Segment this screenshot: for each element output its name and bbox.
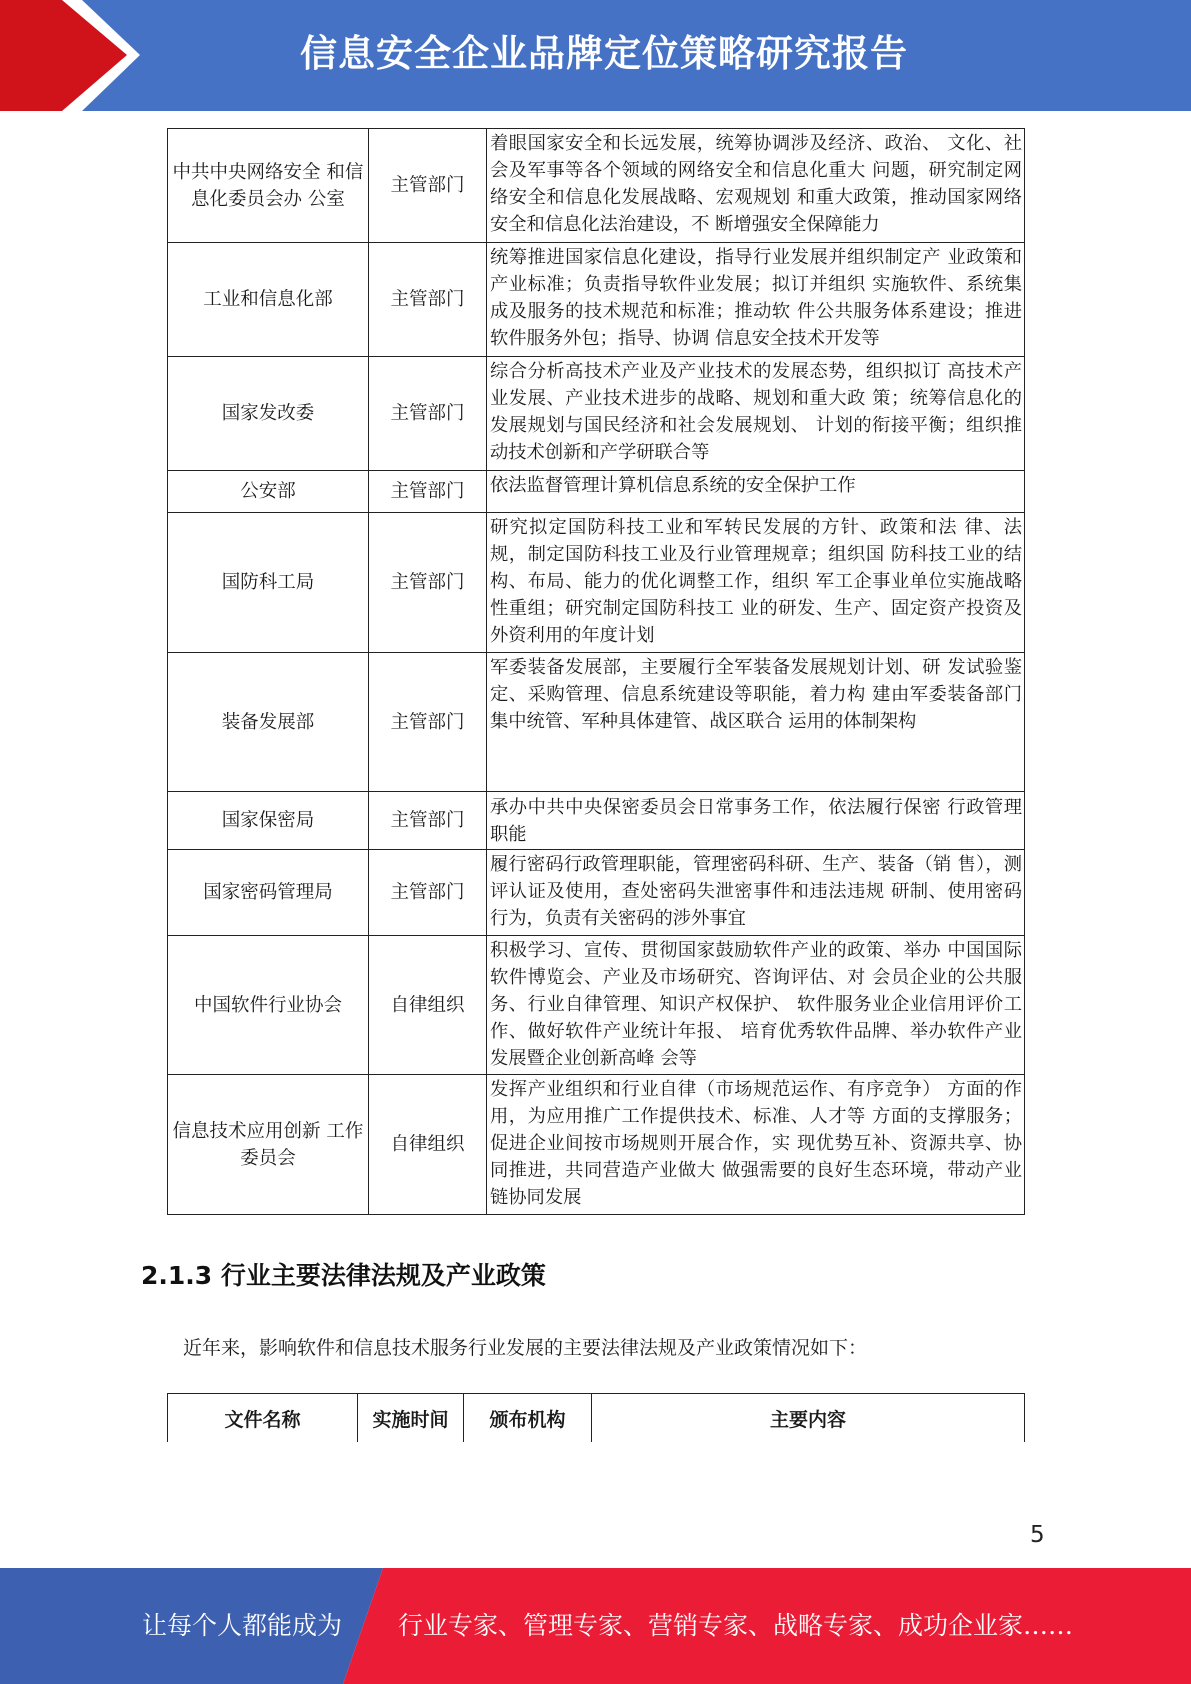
report-title: 信息安全企业品牌定位策略研究报告 [300, 32, 908, 75]
table-row [168, 129, 1025, 243]
red-chevron-graphic [0, 0, 160, 111]
org-duty: 发挥产业组织和行业自律（市场规范运作、有序竞争） 方面的作用，为应用推广工作提供技术、标准、人才等 方面的支撑服务；促进企业间按市场规则开展合作，实 现优势互补、资源共享、协同推进，共同营造产业做大 做强需要的良好生态环境，带动产业链协同发展 [487, 1075, 1025, 1215]
column-header-file-name: 文件名称 [168, 1394, 358, 1443]
org-type: 主管部门 [369, 357, 487, 471]
org-name: 中共中央网络安全 和信息化委员会办 公室 [168, 129, 369, 243]
org-duty: 军委装备发展部，主要履行全军装备发展规划计划、研 发试验鉴定、采购管理、信息系统建设等职能，着力构 建由军委装备部门集中统管、军种具体建管、战区联合 运用的体制架构 [487, 653, 1025, 792]
table-row [168, 936, 1025, 1075]
org-name: 工业和信息化部 [168, 243, 369, 357]
org-type: 主管部门 [369, 129, 487, 243]
column-header-effective-date: 实施时间 [358, 1394, 464, 1443]
org-duty: 依法监督管理计算机信息系统的安全保护工作 [487, 471, 1025, 513]
org-type: 主管部门 [369, 653, 487, 792]
org-name: 中国软件行业协会 [168, 936, 369, 1075]
footer-slogan-left: 让每个人都能成为 [142, 1611, 343, 1640]
table-row [168, 513, 1025, 653]
page-header [0, 0, 1191, 111]
org-type: 主管部门 [369, 471, 487, 513]
org-duty: 承办中共中央保密委员会日常事务工作，依法履行保密 行政管理职能 [487, 792, 1025, 850]
table-row [168, 653, 1025, 792]
table-row [168, 243, 1025, 357]
org-duty: 统筹推进国家信息化建设，指导行业发展并组织制定产 业政策和产业标准；负责指导软件业发展；拟订并组织 实施软件、系统集成及服务的技术规范和标准；推动软 件公共服务体系建设；推进软件服务外包；指导、协调 信息安全技术开发等 [487, 243, 1025, 357]
org-type: 主管部门 [369, 513, 487, 653]
table-row [168, 1075, 1025, 1215]
org-duty: 研究拟定国防科技工业和军转民发展的方针、政策和法 律、法规，制定国防科技工业及行业管理规章；组织国 防科技工业的结构、布局、能力的优化调整工作，组织 军工企事业单位实施战略性重组；研究制定国防科技工 业的研发、生产、固定资产投资及外资利用的年度计划 [487, 513, 1025, 653]
org-name: 国家发改委 [168, 357, 369, 471]
table-row [168, 471, 1025, 513]
org-name: 公安部 [168, 471, 369, 513]
laws-policies-table [167, 1393, 1025, 1442]
section-intro: 近年来，影响软件和信息技术服务行业发展的主要法律法规及产业政策情况如下： [183, 1337, 868, 1359]
table-row [168, 792, 1025, 850]
org-type: 自律组织 [369, 936, 487, 1075]
org-duty: 综合分析高技术产业及产业技术的发展态势，组织拟订 高技术产业发展、产业技术进步的战略、规划和重大政 策；统筹信息化的发展规划与国民经济和社会发展规划、 计划的衔接平衡；组织推动技术创新和产学研联合等 [487, 357, 1025, 471]
org-name: 信息技术应用创新 工作委员会 [168, 1075, 369, 1215]
org-name: 国防科工局 [168, 513, 369, 653]
org-type: 主管部门 [369, 243, 487, 357]
org-name: 国家保密局 [168, 792, 369, 850]
regulatory-bodies-table [167, 128, 1025, 1215]
table-row [168, 850, 1025, 936]
org-type: 主管部门 [369, 850, 487, 936]
column-header-main-content: 主要内容 [592, 1394, 1025, 1443]
footer-slogan-right: 行业专家、管理专家、营销专家、战略专家、成功企业家…… [398, 1611, 1074, 1640]
org-type: 主管部门 [369, 792, 487, 850]
table-row [168, 357, 1025, 471]
org-name: 国家密码管理局 [168, 850, 369, 936]
table-header-row [168, 1394, 1025, 1443]
org-type: 自律组织 [369, 1075, 487, 1215]
page-number: 5 [1030, 1522, 1045, 1548]
org-duty: 履行密码行政管理职能，管理密码科研、生产、装备（销 售），测评认证及使用，查处密码失泄密事件和违法违规 研制、使用密码行为，负责有关密码的涉外事宜 [487, 850, 1025, 936]
page-footer [0, 1568, 1191, 1684]
org-name: 装备发展部 [168, 653, 369, 792]
org-duty: 积极学习、宣传、贯彻国家鼓励软件产业的政策、举办 中国国际软件博览会、产业及市场研究、咨询评估、对 会员企业的公共服务、行业自律管理、知识产权保护、 软件服务业企业信用评价工作、做好软件产业统计年报、 培育优秀软件品牌、举办软件产业发展暨企业创新高峰 会等 [487, 936, 1025, 1075]
column-header-issuer: 颁布机构 [464, 1394, 592, 1443]
org-duty: 着眼国家安全和长远发展，统筹协调涉及经济、政治、 文化、社会及军事等各个领域的网络安全和信息化重大 问题，研究制定网络安全和信息化发展战略、宏观规划 和重大政策，推动国家网络安全和信息化法治建设，不 断增强安全保障能力 [487, 129, 1025, 243]
section-heading: 2.1.3 行业主要法律法规及产业政策 [141, 1261, 546, 1290]
